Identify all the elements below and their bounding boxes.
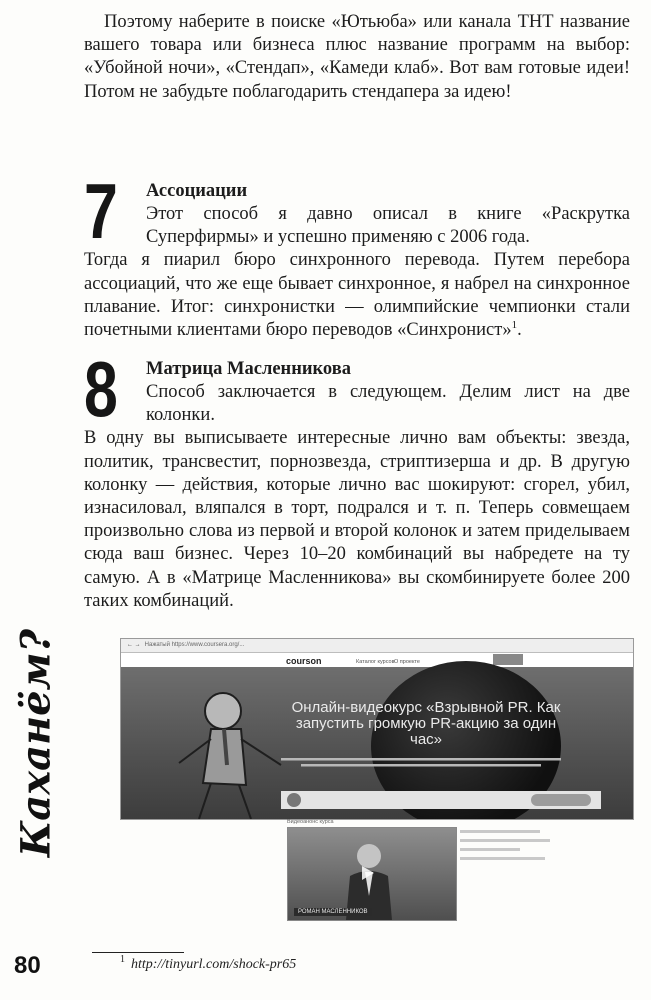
course-info-bar bbox=[281, 791, 601, 809]
page-number: 80 bbox=[14, 952, 41, 979]
sidebar-brand-text: Каханём? bbox=[12, 628, 60, 857]
nav-link-about: О проекте bbox=[394, 659, 420, 665]
back-icon: ← → bbox=[127, 642, 141, 648]
section-body bbox=[84, 381, 630, 613]
hero-banner bbox=[121, 667, 633, 819]
site-nav bbox=[121, 653, 633, 668]
footnote-marker: 1 bbox=[120, 954, 125, 966]
section-maslennikov-matrix bbox=[84, 345, 630, 613]
footnote bbox=[120, 954, 297, 973]
site-logo: courson bbox=[286, 656, 322, 666]
hero-subtitle-placeholder bbox=[271, 757, 571, 771]
website-screenshot bbox=[120, 638, 634, 820]
section-body bbox=[84, 203, 630, 342]
section-body-first: Этот способ я давно описал в книге «Раскрутка Суперфирмы» и успешно применяю с 2006 года. bbox=[146, 204, 630, 248]
hero-subtitle-lines bbox=[271, 757, 571, 773]
section-number: 8 bbox=[84, 345, 118, 433]
register-button bbox=[493, 654, 523, 665]
footnote-divider bbox=[92, 952, 184, 953]
address-text: Нажатый https://www.coursera.org/... bbox=[144, 642, 245, 648]
section-associations bbox=[84, 167, 630, 342]
play-icon bbox=[362, 866, 374, 880]
section-body-end: . bbox=[517, 320, 522, 341]
section-title: Матрица Масленникова bbox=[146, 359, 351, 379]
video-side-text bbox=[460, 826, 560, 918]
browser-address-bar bbox=[121, 639, 633, 653]
footnote-ref: 1 bbox=[511, 318, 518, 331]
hero-title: Онлайн-видеокурс «Взрывной PR. Как запустить громкую PR-акцию за один час» bbox=[291, 699, 561, 748]
intro-paragraph: Поэтому наберите в поиске «Ютьюба» или канала ТНТ название вашего товара или бизнеса плюс название программ на выбор: «Убойной ночи», «Стендап», «Камеди клаб». Вот вам готовые идеи! Потом не забудьте поблагодарить стендапера за идею! bbox=[84, 12, 630, 102]
video-thumbnail bbox=[287, 827, 457, 921]
nav-link-catalog: Каталог курсов bbox=[356, 659, 395, 665]
section-body-rest: Тогда я пиарил бюро синхронного перевода. Путем перебора ассоциаций, что же еще бывает синхронное, я набрел на синхронное плавание. Итог: синхронистки — олимпийские чемпионки стали почетными клиентами бюро переводов «Синхронист» bbox=[84, 250, 630, 341]
section-body-first: Способ заключается в следующем. Делим лист на две колонки. bbox=[146, 382, 630, 426]
section-body-rest: В одну вы выписываете интересные лично вам объекты: звезда, политик, трансвестит, порнозвезда, стриптизерша и др. В другую колонку — действия, которые лично вас шокируют: сгорел, убил, изнасиловал, вляпался в торт, подрался и т. п. Теперь совмещаем произвольно слова из первой и второй колонок и затем приделываем сюда ваш бизнес. Через 10–20 комбинаций вы набредете на ту самую. А в «Матрице Масленникова» вы скомбинируете более 200 таких комбинаций. bbox=[84, 428, 630, 611]
video-label: Видеоанонс курса bbox=[287, 819, 334, 825]
section-number: 7 bbox=[84, 167, 118, 255]
footnote-link: http://tinyurl.com/shock-pr65 bbox=[131, 957, 297, 972]
sidebar-brand bbox=[6, 628, 66, 857]
avatar bbox=[287, 793, 301, 807]
video-caption: РОМАН МАСЛЕННИКОВ bbox=[294, 908, 372, 916]
section-title: Ассоциации bbox=[146, 181, 248, 201]
buy-button bbox=[531, 794, 591, 806]
